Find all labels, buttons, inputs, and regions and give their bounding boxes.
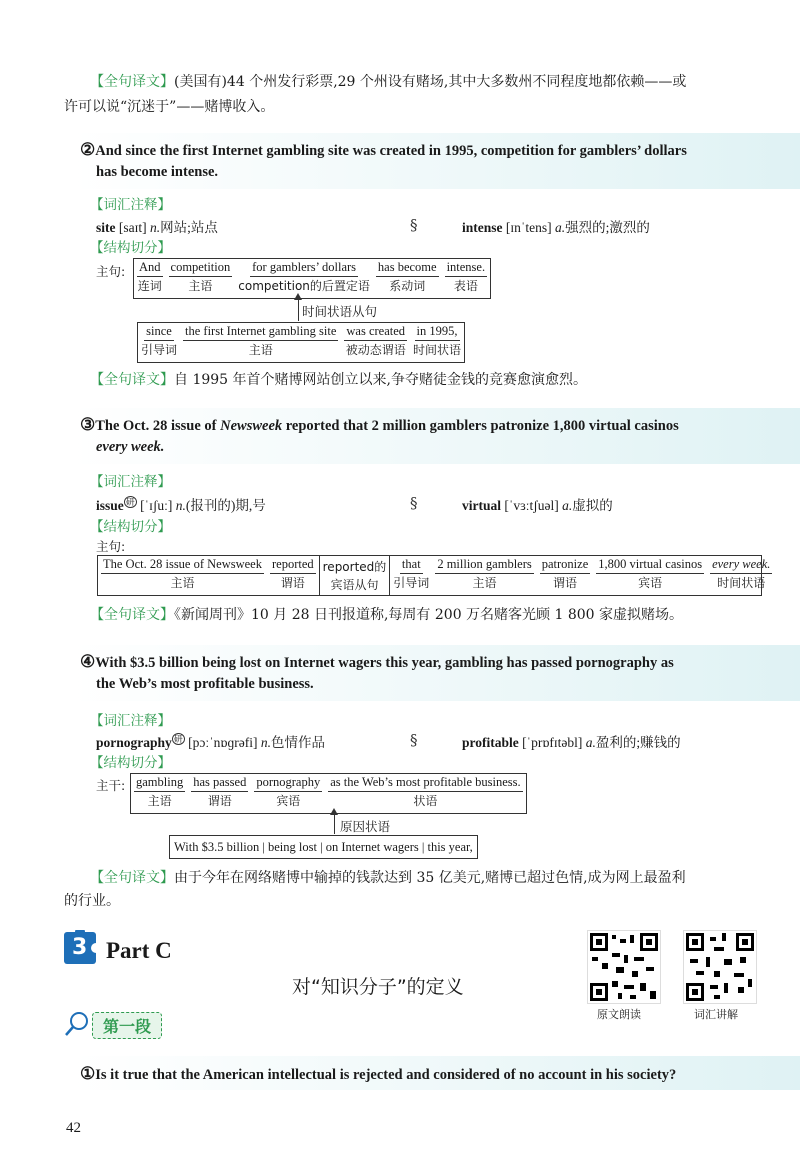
main-clause-box bbox=[130, 773, 527, 814]
struct-cell: pornography 宾语 bbox=[256, 775, 321, 808]
qr-code-vocab[interactable] bbox=[683, 930, 757, 1004]
full-translation-tag: 【全句译文】 bbox=[90, 74, 174, 90]
vocab-separator: § bbox=[410, 216, 418, 234]
arrow-up-icon bbox=[334, 814, 335, 834]
sub-clause-box bbox=[137, 322, 465, 363]
vocab-separator: § bbox=[410, 731, 418, 749]
vocab-notes-tag: 【词汇注释】 bbox=[90, 713, 171, 729]
translation-4: 【全句译文】由于今年在网络赌博中输掉的钱款达到 35 亿美元,赌博已超过色情,成为网上最盈利 bbox=[90, 870, 686, 886]
sub-clause-box: With $3.5 billion | being lost | on Internet wagers | this year, bbox=[169, 835, 478, 859]
vocab-intense: intense [ɪnˈtens] a.强烈的;激烈的 bbox=[462, 220, 650, 235]
struct-cell: has become 系动词 bbox=[377, 260, 437, 293]
main-clause-label: 主干: bbox=[96, 778, 126, 793]
vocab-profitable: profitable [ˈprɒfɪtəbl] a.盈利的;赚钱的 bbox=[462, 735, 681, 750]
vocab-issue: issue $^研$ [ˈɪʃuː] n.(报刊的)期,号 bbox=[96, 496, 266, 513]
structure-tag: 【结构切分】 bbox=[90, 519, 171, 535]
translation-3: 【全句译文】《新闻周刊》10 月 28 日刊报道称,每周有 200 万名赌客光顾 1 800 家虚拟赌场。 bbox=[90, 607, 684, 623]
sentence-c1: ①Is it true that the American intellectual is rejected and considered of no account in his society? bbox=[80, 1064, 677, 1083]
struct-cell: has passed 谓语 bbox=[193, 775, 247, 808]
sentence-2-line2: has become intense. bbox=[96, 164, 219, 180]
struct-cell: 1,800 virtual casinos 宾语 bbox=[598, 557, 703, 590]
page-number: 42 bbox=[66, 1120, 81, 1136]
struct-cell: gambling 主语 bbox=[136, 775, 184, 808]
paragraph-label: 第一段 bbox=[92, 1012, 162, 1039]
passage-subtitle: 对“知识分子”的定义 bbox=[292, 976, 464, 998]
magnifier-icon bbox=[63, 1010, 91, 1038]
main-clause-label: 主句: bbox=[96, 539, 126, 554]
struct-cell: 2 million gamblers 主语 bbox=[437, 557, 532, 590]
struct-cell: intense. 表语 bbox=[446, 260, 486, 293]
part-c-puzzle-icon: 3 bbox=[62, 930, 98, 966]
struct-cell: the first Internet gambling site 主语 bbox=[185, 324, 337, 357]
sentence-4-line2: the Web’s most profitable business. bbox=[96, 676, 314, 692]
struct-cell: patronize 谓语 bbox=[541, 557, 589, 590]
structure-tag: 【结构切分】 bbox=[90, 755, 171, 771]
vocab-notes-tag: 【词汇注释】 bbox=[90, 197, 171, 213]
sentence-3-line2: every week. bbox=[96, 439, 165, 455]
vocab-pornography: pornography $^研$ [pɔːˈnɒɡrəfi] n.色情作品 bbox=[96, 733, 325, 750]
struct-cell: was created 被动态谓语 bbox=[345, 324, 406, 357]
struct-cell: in 1995, 时间状语 bbox=[413, 324, 462, 357]
vocab-separator: § bbox=[410, 494, 418, 512]
translation-4-line2: 的行业。 bbox=[64, 893, 120, 909]
main-clause-box bbox=[133, 258, 491, 299]
struct-cell: The Oct. 28 issue of Newsweek 主语 bbox=[103, 557, 262, 590]
sentence-4: ④With $3.5 billion being lost on Internet wagers this year, gambling has passed pornography as bbox=[80, 652, 674, 671]
sentence-3: ③The Oct. 28 issue of Newsweek reported that 2 million gamblers patronize 1,800 virtual casinos bbox=[80, 415, 679, 434]
struct-cell: since 引导词 bbox=[141, 324, 178, 357]
arrow-label: 时间状语从句 bbox=[302, 304, 378, 319]
arrow-up-icon bbox=[298, 299, 299, 321]
main-clause-label: 主句: bbox=[96, 264, 126, 279]
qr-reading-label: 原文朗读 bbox=[597, 1008, 641, 1021]
translation-1: 【全句译文】(美国有)44 个州发行彩票,29 个州设有赌场,其中大多数州不同程度地都依赖——或 bbox=[90, 74, 687, 90]
struct-cell: And 连词 bbox=[137, 260, 162, 293]
struct-cell: as the Web’s most profitable business. 状语 bbox=[330, 775, 521, 808]
struct-cell: competition 主语 bbox=[170, 260, 231, 293]
translation-2: 【全句译文】自 1995 年首个赌博网站创立以来,争夺赌徒金钱的竞赛愈演愈烈。 bbox=[90, 372, 587, 388]
object-clause-label: reported的 宾语从句 bbox=[319, 556, 390, 595]
qr-vocab-label: 词汇讲解 bbox=[694, 1008, 738, 1021]
struct-cell: every week. 时间状语 bbox=[712, 557, 771, 590]
vocab-notes-tag: 【词汇注释】 bbox=[90, 474, 171, 490]
part-c-title: Part C bbox=[106, 938, 172, 963]
struct-cell: that 引导词 bbox=[389, 556, 432, 595]
struct-cell: reported 谓语 bbox=[271, 557, 314, 590]
structure-tag: 【结构切分】 bbox=[90, 240, 171, 256]
vocab-site: site [saɪt] n.网站;站点 bbox=[96, 220, 218, 235]
sentence-2: ②And since the first Internet gambling site was created in 1995, competition for gamblers’ dollars bbox=[80, 140, 687, 159]
vocab-virtual: virtual [ˈvɜːtʃuəl] a.虚拟的 bbox=[462, 498, 613, 513]
translation-1-line2: 许可以说“沉迷于”——赌博收入。 bbox=[64, 99, 275, 115]
struct-cell: for gamblers’ dollars competition的后置定语 bbox=[238, 260, 370, 293]
arrow-label: 原因状语 bbox=[340, 819, 391, 834]
sentence-3-structure-box bbox=[97, 555, 771, 596]
qr-code-reading[interactable] bbox=[587, 930, 661, 1004]
